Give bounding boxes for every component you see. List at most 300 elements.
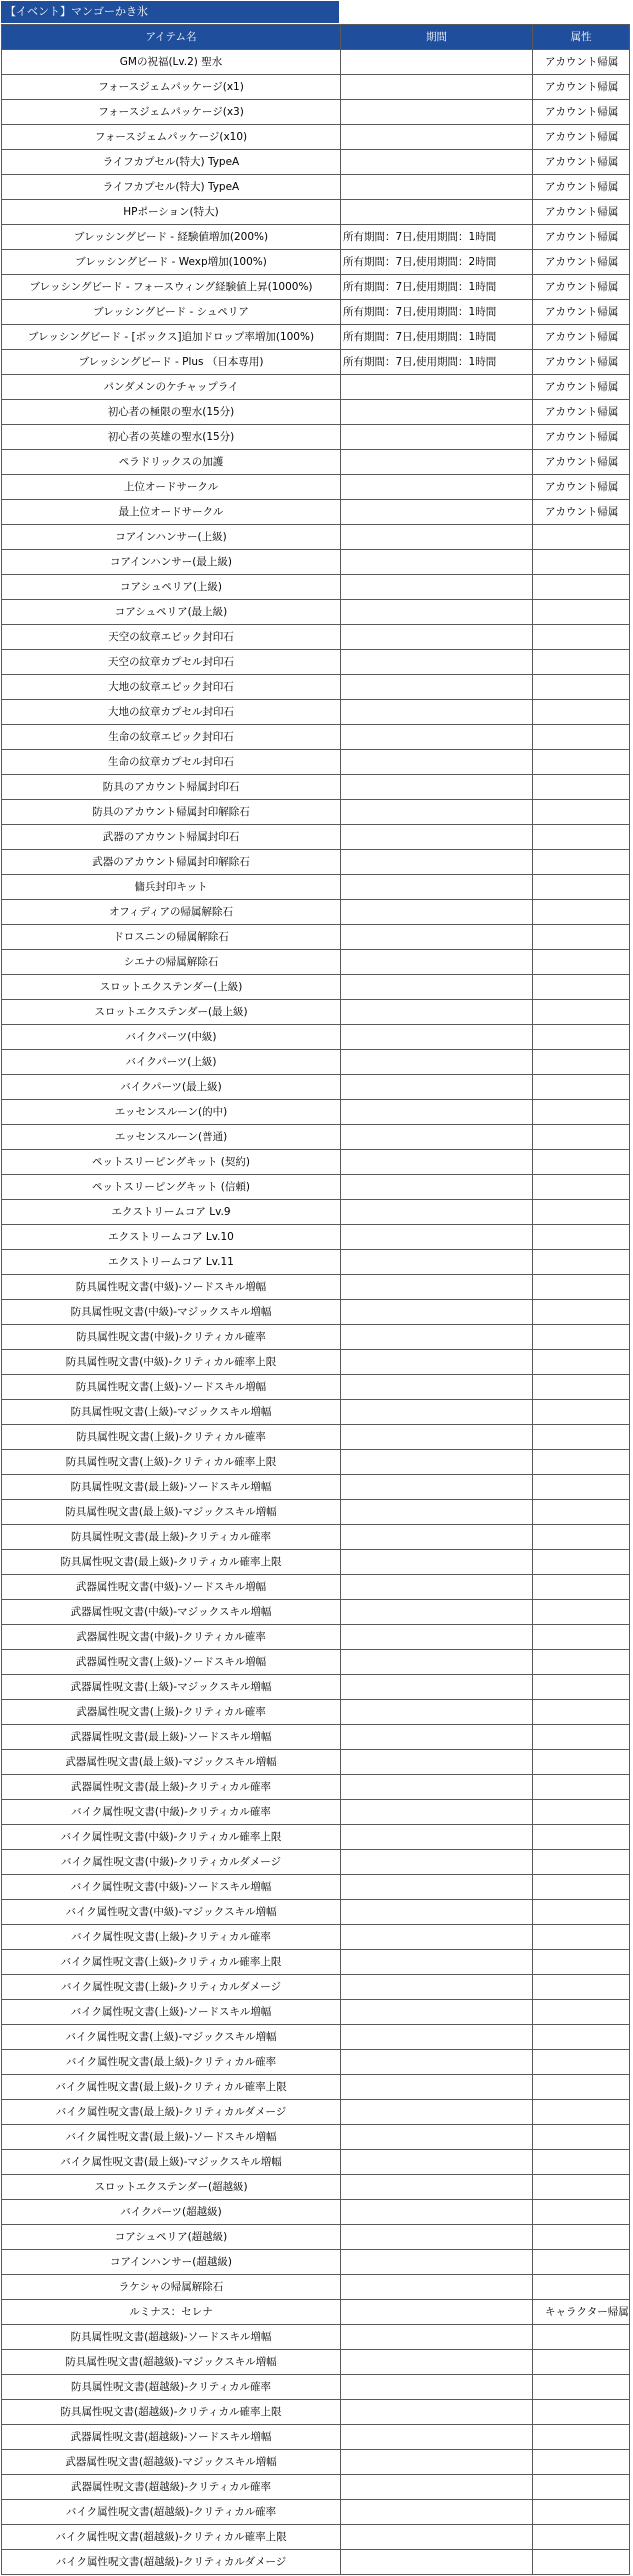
attribute-cell [533,1525,630,1550]
attribute-cell [533,1625,630,1650]
period-cell [341,2300,533,2325]
table-row [2,1050,630,1075]
period-cell [341,1475,533,1500]
attribute-cell [533,2350,630,2375]
period-cell [341,125,533,150]
item-name-cell: 防具属性呪文書(最上級)-クリティカル確率 [2,1525,341,1550]
attribute-cell [533,1250,630,1275]
table-row [2,1250,630,1275]
period-cell [341,975,533,1000]
period-cell [341,800,533,825]
attribute-cell [533,2475,630,2500]
table-row [2,2250,630,2275]
item-name-cell: 生命の紋章カプセル封印石 [2,750,341,775]
table-row [2,1550,630,1575]
item-name-cell: バイク属性呪文書(中級)-クリティカル確率 [2,1800,341,1825]
item-name-cell: オフィディアの帰属解除石 [2,900,341,925]
item-name-cell: ペットスリーピングキット (契約) [2,1150,341,1175]
attribute-cell [533,1825,630,1850]
item-name-cell: 防具属性呪文書(中級)-ソードスキル増幅 [2,1275,341,1300]
table-row [2,700,630,725]
attribute-cell [533,775,630,800]
item-name-cell: バイクパーツ(中級) [2,1025,341,1050]
period-cell [341,1125,533,1150]
period-cell [341,2500,533,2525]
item-name-cell: コアシュペリア(最上級) [2,600,341,625]
table-row [2,2425,630,2450]
period-cell [341,1025,533,1050]
attribute-cell [533,2450,630,2475]
period-cell [341,100,533,125]
table-row [2,75,630,100]
table-row [2,750,630,775]
table-row [2,1200,630,1225]
attribute-cell [533,750,630,775]
table-row [2,2450,630,2475]
attribute-cell [533,2225,630,2250]
period-cell [341,2050,533,2075]
attribute-cell [533,550,630,575]
period-cell [341,2525,533,2550]
period-cell [341,1950,533,1975]
item-name-cell: バイク属性呪文書(最上級)-クリティカル確率 [2,2050,341,2075]
item-name-cell: コアシュペリア(超越級) [2,2225,341,2250]
item-name-cell: スロットエクステンダー(最上級) [2,1000,341,1025]
attribute-cell [533,1225,630,1250]
table-row [2,1475,630,1500]
item-name-cell: コアインハンサー(超越級) [2,2250,341,2275]
period-cell [341,2200,533,2225]
item-name-cell: ライフカプセル(特大) TypeA [2,150,341,175]
period-cell [341,2550,533,2575]
attribute-cell [533,1025,630,1050]
table-row [2,900,630,925]
attribute-cell [533,900,630,925]
attribute-cell: アカウント帰属 [533,475,630,500]
attribute-cell [533,2375,630,2400]
period-cell: 所有期間：7日,使用期間：1時間 [341,350,533,375]
item-name-cell: 防具属性呪文書(超越級)-ソードスキル増幅 [2,2325,341,2350]
item-table [1,24,630,2575]
period-cell [341,850,533,875]
table-row [2,825,630,850]
period-cell [341,2350,533,2375]
table-row [2,875,630,900]
attribute-cell [533,1075,630,1100]
item-name-cell: 武器属性呪文書(超越級)-マジックスキル増幅 [2,2450,341,2475]
item-name-cell: 防具属性呪文書(中級)-マジックスキル増幅 [2,1300,341,1325]
table-row [2,1850,630,1875]
table-row [2,1450,630,1475]
period-cell [341,400,533,425]
period-cell [341,1450,533,1475]
attribute-cell [533,1150,630,1175]
table-row [2,300,630,325]
period-cell [341,2475,533,2500]
item-name-cell: エクストリームコア Lv.10 [2,1225,341,1250]
item-name-cell: フォースジェムパッケージ(x10) [2,125,341,150]
attribute-cell [533,2100,630,2125]
table-row [2,1750,630,1775]
table-row [2,600,630,625]
item-name-cell: エクストリームコア Lv.11 [2,1250,341,1275]
table-row [2,350,630,375]
attribute-cell [533,2150,630,2175]
table-row [2,575,630,600]
item-name-cell: バイク属性呪文書(中級)-クリティカル確率上限 [2,1825,341,1850]
item-name-cell: 武器属性呪文書(中級)-マジックスキル増幅 [2,1600,341,1625]
attribute-cell: アカウント帰属 [533,150,630,175]
table-row [2,2325,630,2350]
table-row [2,200,630,225]
attribute-cell: アカウント帰属 [533,350,630,375]
period-cell [341,1550,533,1575]
table-row [2,1625,630,1650]
table-row [2,1275,630,1300]
table-row [2,175,630,200]
table-row [2,1025,630,1050]
attribute-cell [533,850,630,875]
attribute-cell [533,2050,630,2075]
period-cell [341,700,533,725]
period-cell [341,1700,533,1725]
attribute-cell [533,2175,630,2200]
item-name-cell: フォースジェムパッケージ(x3) [2,100,341,125]
item-name-cell: フォースジェムパッケージ(x1) [2,75,341,100]
attribute-cell: アカウント帰属 [533,175,630,200]
period-cell [341,650,533,675]
attribute-cell [533,1800,630,1825]
table-row [2,2100,630,2125]
table-row [2,2400,630,2425]
period-cell [341,675,533,700]
attribute-cell [533,1900,630,1925]
period-cell: 所有期間：7日,使用期間：2時間 [341,250,533,275]
period-cell [341,1225,533,1250]
attribute-cell [533,625,630,650]
period-cell [341,1925,533,1950]
attribute-cell: アカウント帰属 [533,50,630,75]
table-row [2,2050,630,2075]
item-name-cell: ブレッシングビード - [ボックス]追加ドロップ率増加(100%) [2,325,341,350]
item-name-cell: 防具属性呪文書(最上級)-クリティカル確率上限 [2,1550,341,1575]
period-cell [341,775,533,800]
attribute-cell: アカウント帰属 [533,200,630,225]
attribute-cell [533,1375,630,1400]
item-name-cell: 防具属性呪文書(中級)-クリティカル確率 [2,1325,341,1350]
attribute-cell [533,2275,630,2300]
item-name-cell: 初心者の極限の聖水(15分) [2,400,341,425]
period-cell [341,500,533,525]
table-row [2,150,630,175]
attribute-cell: アカウント帰属 [533,225,630,250]
item-name-cell: 防具属性呪文書(中級)-クリティカル確率上限 [2,1350,341,1375]
period-cell [341,1400,533,1425]
item-name-cell: 武器属性呪文書(上級)-マジックスキル増幅 [2,1675,341,1700]
period-cell [341,525,533,550]
period-cell: 所有期間：7日,使用期間：1時間 [341,325,533,350]
table-row [2,800,630,825]
table-row [2,650,630,675]
table-row [2,1150,630,1175]
item-name-cell: バイクパーツ(超越級) [2,2200,341,2225]
table-row [2,100,630,125]
table-row [2,375,630,400]
attribute-cell [533,1100,630,1125]
item-name-cell: 防具属性呪文書(超越級)-マジックスキル増幅 [2,2350,341,2375]
item-name-cell: バイク属性呪文書(上級)-クリティカル確率上限 [2,1950,341,1975]
period-cell [341,1000,533,1025]
item-name-cell: ライフカプセル(特大) TypeA [2,175,341,200]
item-name-cell: ペットスリーピングキット (信頼) [2,1175,341,1200]
period-cell [341,2450,533,2475]
table-row [2,1375,630,1400]
period-cell [341,725,533,750]
item-name-cell: 武器のアカウント帰属封印石 [2,825,341,850]
period-cell [341,2275,533,2300]
attribute-cell [533,1400,630,1425]
period-cell [341,1300,533,1325]
period-cell [341,875,533,900]
period-cell [341,2075,533,2100]
attribute-cell [533,700,630,725]
table-row [2,1925,630,1950]
table-row [2,525,630,550]
item-name-cell: パンダメンのケチャップライ [2,375,341,400]
table-row [2,2075,630,2100]
item-name-cell: 防具属性呪文書(上級)-ソードスキル増幅 [2,1375,341,1400]
attribute-cell [533,875,630,900]
period-cell [341,2250,533,2275]
attribute-cell [533,1550,630,1575]
item-name-cell: ブレッシングビード - フォースウィング経験値上昇(1000%) [2,275,341,300]
header-item-name: アイテム名 [2,25,341,50]
attribute-cell: キャラクター帰属 [533,2300,630,2325]
table-row [2,775,630,800]
table-row [2,950,630,975]
period-cell [341,1500,533,1525]
attribute-cell: アカウント帰属 [533,250,630,275]
item-name-cell: 武器属性呪文書(上級)-クリティカル確率 [2,1700,341,1725]
attribute-cell [533,2250,630,2275]
period-cell [341,1200,533,1225]
period-cell [341,1525,533,1550]
table-row [2,1800,630,1825]
attribute-cell [533,2075,630,2100]
attribute-cell [533,2125,630,2150]
table-row [2,1350,630,1375]
period-cell: 所有期間：7日,使用期間：1時間 [341,275,533,300]
item-name-cell: バイク属性呪文書(上級)-クリティカルダメージ [2,1975,341,2000]
period-cell [341,1425,533,1450]
period-cell [341,2225,533,2250]
period-cell [341,1075,533,1100]
attribute-cell [533,925,630,950]
header-attribute: 属性 [533,25,630,50]
period-cell [341,475,533,500]
attribute-cell [533,1925,630,1950]
item-name-cell: 防具属性呪文書(超越級)-クリティカル確率上限 [2,2400,341,2425]
table-row [2,2150,630,2175]
table-row [2,1525,630,1550]
attribute-cell: アカウント帰属 [533,425,630,450]
attribute-cell [533,650,630,675]
item-name-cell: 武器属性呪文書(最上級)-マジックスキル増幅 [2,1750,341,1775]
period-cell: 所有期間：7日,使用期間：1時間 [341,300,533,325]
period-cell [341,1900,533,1925]
attribute-cell: アカウント帰属 [533,500,630,525]
table-row [2,2175,630,2200]
attribute-cell [533,1200,630,1225]
item-name-cell: エクストリームコア Lv.9 [2,1200,341,1225]
attribute-cell: アカウント帰属 [533,275,630,300]
attribute-cell: アカウント帰属 [533,375,630,400]
item-name-cell: ブレッシングビード - Plus （日本専用) [2,350,341,375]
attribute-cell [533,1500,630,1525]
table-row [2,2025,630,2050]
attribute-cell: アカウント帰属 [533,125,630,150]
attribute-cell: アカウント帰属 [533,300,630,325]
item-name-cell: バイク属性呪文書(超越級)-クリティカル確率上限 [2,2525,341,2550]
period-cell [341,1825,533,1850]
item-name-cell: 武器属性呪文書(最上級)-ソードスキル増幅 [2,1725,341,1750]
period-cell [341,1725,533,1750]
period-cell [341,2000,533,2025]
period-cell [341,150,533,175]
period-cell [341,1850,533,1875]
attribute-cell: アカウント帰属 [533,400,630,425]
item-name-cell: 大地の紋章エピック封印石 [2,675,341,700]
attribute-cell [533,1300,630,1325]
table-row [2,325,630,350]
attribute-cell [533,1050,630,1075]
attribute-cell [533,800,630,825]
item-name-cell: バイク属性呪文書(最上級)-クリティカルダメージ [2,2100,341,2125]
period-cell [341,575,533,600]
period-cell [341,1375,533,1400]
period-cell [341,1100,533,1125]
period-cell [341,825,533,850]
period-cell [341,2425,533,2450]
table-row [2,475,630,500]
attribute-cell [533,1575,630,1600]
table-row [2,1950,630,1975]
table-row [2,625,630,650]
item-name-cell: 防具のアカウント帰属封印解除石 [2,800,341,825]
item-name-cell: 最上位オードサークル [2,500,341,525]
attribute-cell [533,825,630,850]
attribute-cell [533,1350,630,1375]
period-cell [341,1150,533,1175]
period-cell [341,450,533,475]
table-row [2,725,630,750]
item-name-cell: 武器のアカウント帰属封印解除石 [2,850,341,875]
item-name-cell: ブレッシングビード - 経験値増加(200%) [2,225,341,250]
attribute-cell [533,1850,630,1875]
attribute-cell [533,2500,630,2525]
attribute-cell [533,2525,630,2550]
table-row [2,1825,630,1850]
period-cell [341,1650,533,1675]
attribute-cell [533,1275,630,1300]
table-row [2,1100,630,1125]
table-row [2,2350,630,2375]
table-row [2,550,630,575]
item-name-cell: バイク属性呪文書(上級)-クリティカル確率 [2,1925,341,1950]
table-row [2,675,630,700]
table-row [2,1725,630,1750]
item-name-cell: バイク属性呪文書(中級)-クリティカルダメージ [2,1850,341,1875]
table-row [2,1650,630,1675]
table-row [2,1900,630,1925]
table-row [2,1000,630,1025]
period-cell [341,2175,533,2200]
attribute-cell [533,2200,630,2225]
item-name-cell: スロットエクステンダー(超越級) [2,2175,341,2200]
attribute-cell [533,1125,630,1150]
attribute-cell [533,1875,630,1900]
table-row [2,1975,630,2000]
item-name-cell: 武器属性呪文書(上級)-ソードスキル増幅 [2,1650,341,1675]
attribute-cell [533,1650,630,1675]
table-row [2,1700,630,1725]
table-row [2,1400,630,1425]
table-row [2,275,630,300]
period-cell [341,1675,533,1700]
table-row [2,2550,630,2575]
period-cell [341,625,533,650]
period-cell [341,1975,533,2000]
attribute-cell [533,2325,630,2350]
table-row [2,1875,630,1900]
table-row [2,1325,630,1350]
item-name-cell: 防具属性呪文書(上級)-マジックスキル増幅 [2,1400,341,1425]
attribute-cell [533,1675,630,1700]
period-cell [341,925,533,950]
item-name-cell: バイクパーツ(最上級) [2,1075,341,1100]
period-cell [341,2375,533,2400]
period-cell [341,50,533,75]
attribute-cell [533,950,630,975]
attribute-cell [533,675,630,700]
table-row [2,975,630,1000]
table-row [2,925,630,950]
item-name-cell: 防具属性呪文書(上級)-クリティカル確率 [2,1425,341,1450]
period-cell [341,1600,533,1625]
period-cell [341,1325,533,1350]
item-name-cell: 武器属性呪文書(中級)-クリティカル確率 [2,1625,341,1650]
period-cell [341,2150,533,2175]
table-row [2,850,630,875]
attribute-cell [533,1000,630,1025]
table-row [2,2525,630,2550]
item-name-cell: バイク属性呪文書(最上級)-クリティカル確率上限 [2,2075,341,2100]
period-cell [341,1750,533,1775]
attribute-cell: アカウント帰属 [533,100,630,125]
period-cell [341,1625,533,1650]
header-period: 期間 [341,25,533,50]
header-row [2,25,630,50]
period-cell [341,950,533,975]
period-cell [341,2325,533,2350]
attribute-cell [533,525,630,550]
item-name-cell: バイク属性呪文書(上級)-ソードスキル増幅 [2,2000,341,2025]
attribute-cell [533,575,630,600]
table-row [2,2200,630,2225]
item-name-cell: エッセンスルーン(普通) [2,1125,341,1150]
item-name-cell: ルミナス：セレナ [2,2300,341,2325]
table-row [2,1575,630,1600]
